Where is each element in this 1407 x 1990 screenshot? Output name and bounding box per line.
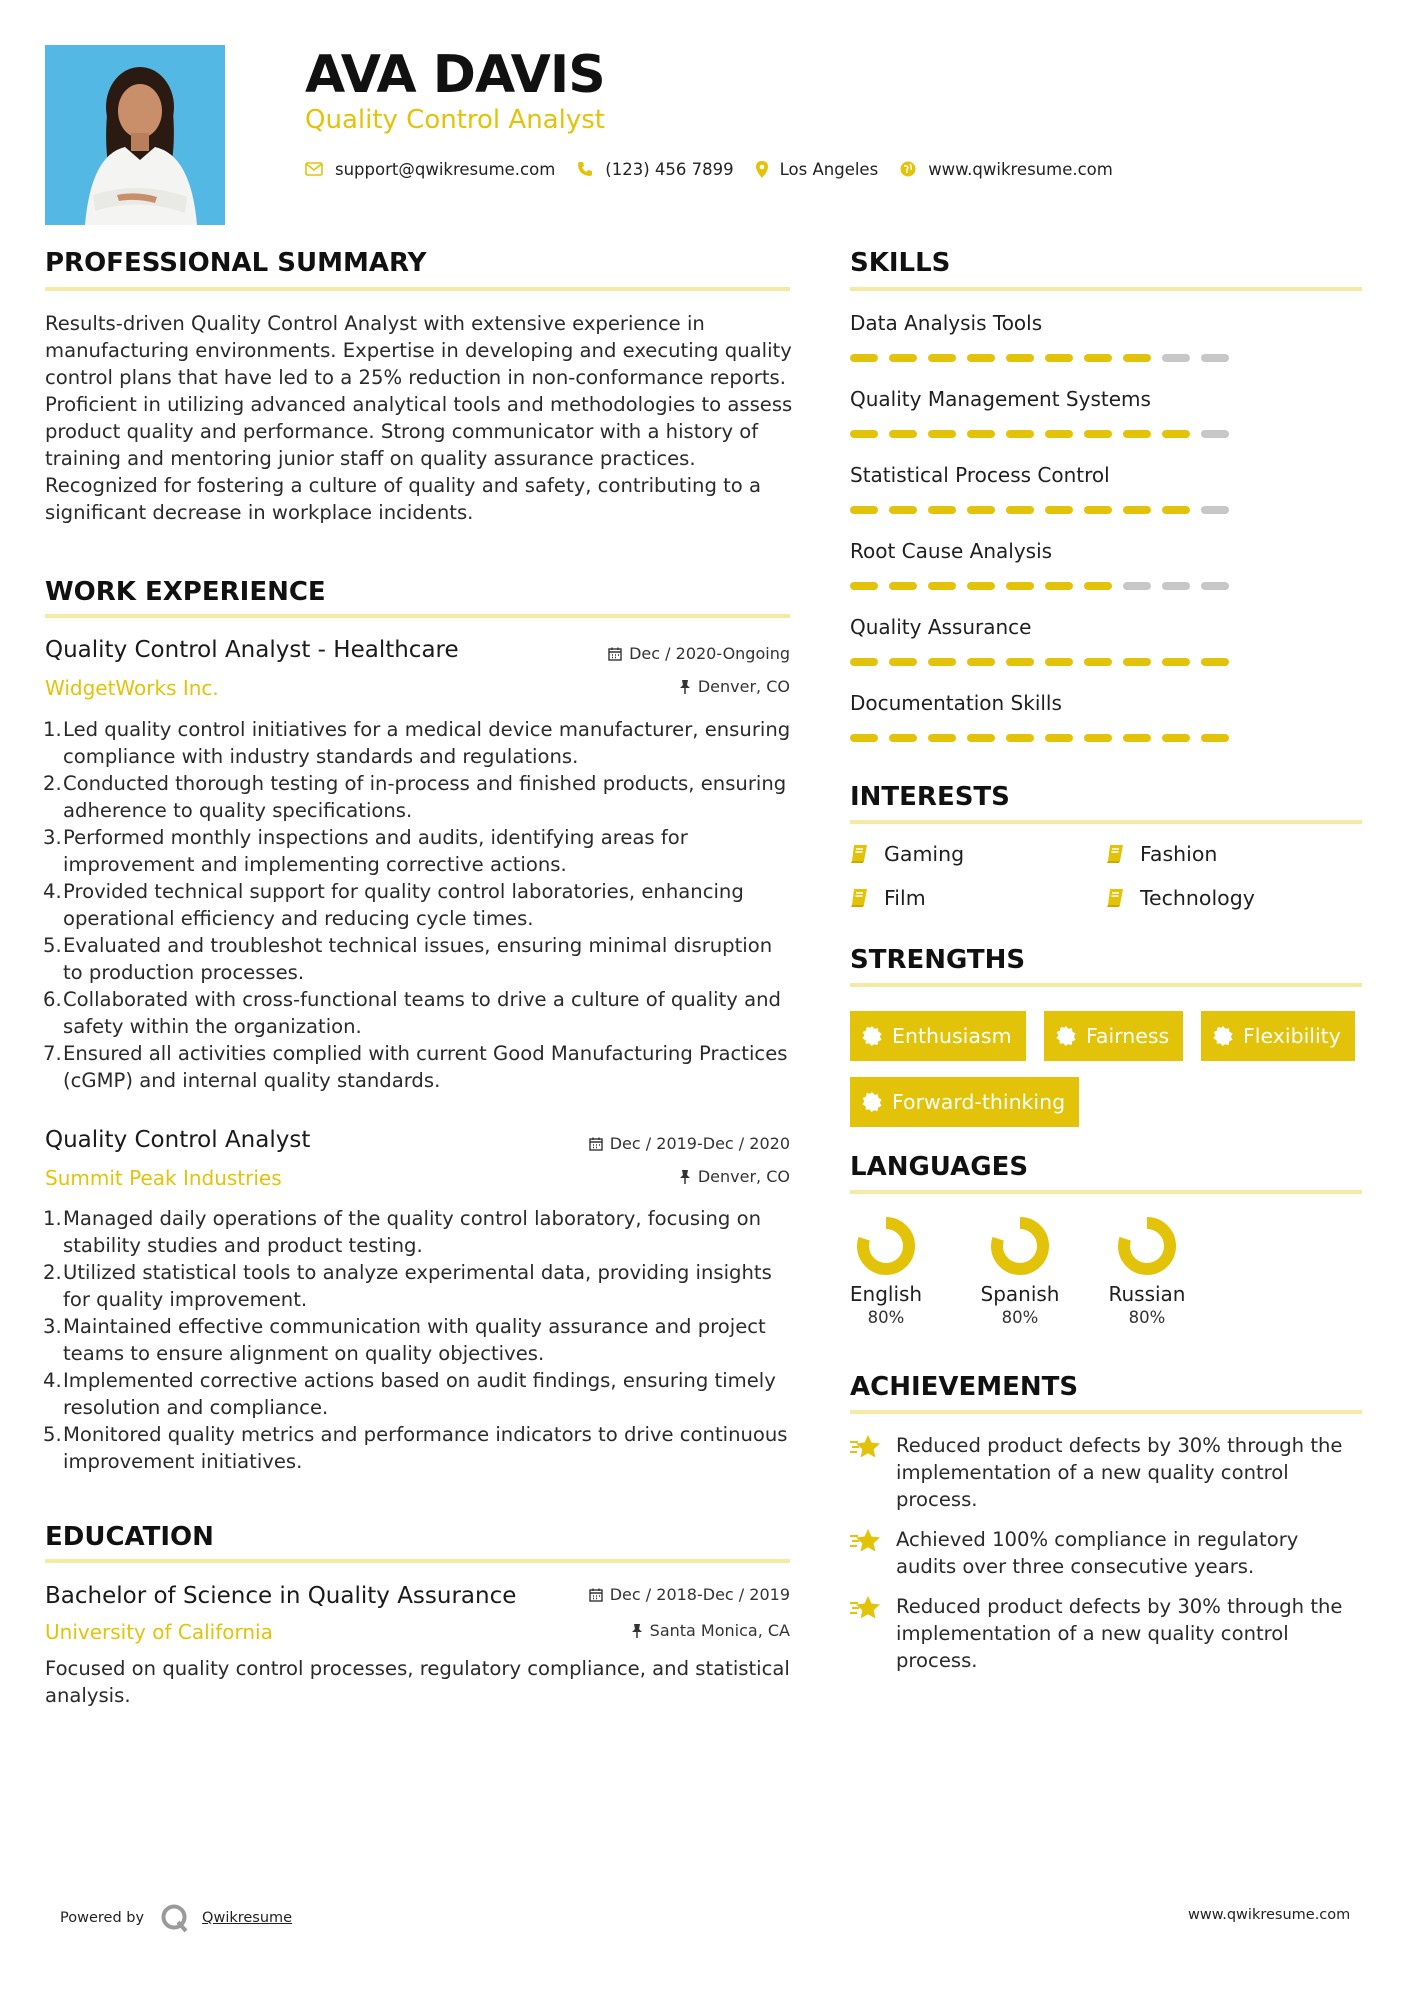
achievement-item [850,1593,1362,1674]
summary-text: Results-driven Quality Control Analyst with extensive experience in manufacturing environments. Expertise in developing and executing quality control plans that have led to a 25% reduction in non-conformance reports. Proficient in utilizing advanced analytical tools and methodologies to assess product quality and performance. Strong communicator with a history of training and mentoring junior staff on quality assurance practices. Recognized for fostering a culture of quality and safety, contributing to a significant decrease in workplace incidents. [45,312,793,524]
job-responsibilities [45,1205,795,1475]
list-item: 5. Monitored quality metrics and performance indicators to drive continuous improvement initiatives. [43,1423,788,1473]
contact-location [756,160,879,179]
book-icon [850,888,870,908]
website-text: www.qwikresume.com [928,159,1113,179]
strength-chip [850,1011,1026,1061]
skill-name: Root Cause Analysis [850,539,1053,563]
strength-label: Enthusiasm [892,1024,1012,1048]
job-dates-text: Dec / 2020-Ongoing [629,644,790,663]
skill-dash-filled [1162,734,1190,742]
skill-dash-filled [889,430,917,438]
star-icon [850,1595,882,1621]
powered-by-label: Powered by [60,1910,145,1926]
experience-heading: WORK EXPERIENCE [45,577,326,607]
job-dates [490,1134,790,1154]
strength-chip [1044,1011,1183,1061]
skill-dash-filled [967,354,995,362]
achievement-text: Achieved 100% compliance in regulatory audits over three consecutive years. [896,1528,1299,1578]
languages-divider [850,1190,1362,1194]
degree-title: Bachelor of Science in Quality Assurance [45,1583,517,1609]
education-location-text: Santa Monica, CA [649,1621,790,1640]
language-name: English [849,1282,923,1306]
list-item: 4. Implemented corrective actions based on audit findings, ensuring timely resolution and compliance. [43,1369,776,1419]
skill-dash-filled [928,582,956,590]
skill-dash-filled [1162,658,1190,666]
job-location [490,1167,790,1187]
profile-photo [45,45,225,225]
phone-text: (123) 456 7899 [605,159,734,179]
skills-divider [850,287,1362,291]
skill-dash-filled [1162,506,1190,514]
strength-label: Flexibility [1243,1024,1341,1048]
interest-item [1106,886,1255,910]
skill-dash-filled [1006,506,1034,514]
achievement-text: Reduced product defects by 30% through the implementation of a new quality control process. [896,1434,1343,1511]
skill-dash-empty [1162,582,1190,590]
interest-item [1106,842,1217,866]
interests-heading: INTERESTS [850,782,1010,812]
skill-row [850,462,1350,538]
badge-icon [862,1092,882,1112]
list-item: 3. Performed monthly inspections and audits, identifying areas for improvement and implementing corrective actions. [43,826,688,876]
list-item: 5. Evaluated and troubleshot technical issues, ensuring minimal disruption to production processes. [43,934,773,984]
language-item [970,1215,1070,1329]
skill-dash-filled [1123,734,1151,742]
education-description: Focused on quality control processes, regulatory compliance, and statistical analysis. [45,1657,790,1707]
summary-heading: PROFESSIONAL SUMMARY [45,248,427,278]
interest-label: Technology [1140,886,1255,910]
phone-icon [577,161,593,177]
skill-level-meter [850,582,1350,590]
skill-dash-empty [1201,354,1229,362]
skill-level-meter [850,734,1350,742]
skill-level-meter [850,506,1350,514]
job-title: Quality Control Analyst [45,1127,311,1153]
skill-dash-filled [1201,734,1229,742]
skill-name: Quality Management Systems [850,387,1151,411]
achievement-item [850,1526,1362,1580]
skill-dash-filled [850,506,878,514]
skill-dash-filled [889,658,917,666]
envelope-icon [305,162,323,176]
skill-dash-filled [1045,430,1073,438]
languages-heading: LANGUAGES [850,1152,1029,1182]
skill-dash-filled [967,734,995,742]
skill-dash-filled [1162,430,1190,438]
list-item: 7. Ensured all activities complied with current Good Manufacturing Practices (cGMP) and internal quality standards. [43,1042,788,1092]
job-location [490,677,790,697]
language-item [1097,1215,1197,1329]
skill-dash-filled [928,734,956,742]
job-responsibilities [45,716,795,1094]
skill-dash-filled [1084,506,1112,514]
skill-dash-empty [1201,430,1229,438]
skill-name: Documentation Skills [850,691,1062,715]
job-dates-text: Dec / 2019-Dec / 2020 [609,1134,790,1153]
skill-dash-filled [967,582,995,590]
interests-divider [850,820,1362,824]
strengths-heading: STRENGTHS [850,945,1026,975]
strength-chip [1201,1011,1355,1061]
calendar-icon [589,1588,603,1602]
skill-dash-filled [1045,506,1073,514]
skill-dash-filled [889,506,917,514]
contact-phone[interactable] [577,160,733,179]
skill-dash-filled [889,354,917,362]
language-level: 80% [867,1308,905,1327]
skill-dash-filled [967,506,995,514]
star-icon [850,1528,882,1554]
skill-dash-filled [1201,658,1229,666]
list-item: 1. Led quality control initiatives for a medical device manufacturer, ensuring compliance with industry standards and regulations. [43,718,791,768]
badge-icon [862,1026,882,1046]
skill-dash-filled [850,430,878,438]
skill-dash-filled [967,430,995,438]
skill-dash-empty [1123,582,1151,590]
badge-icon [1056,1026,1076,1046]
list-item: 3. Maintained effective communication with quality assurance and project teams to ensure alignment on quality objectives. [43,1315,766,1365]
globe-icon [900,161,916,177]
skill-level-meter [850,430,1350,438]
skill-dash-filled [1084,582,1112,590]
interest-item [850,886,926,910]
skill-dash-filled [850,354,878,362]
company-name: Summit Peak Industries [45,1166,282,1190]
location-text: Los Angeles [779,159,879,179]
interest-label: Film [884,886,926,910]
skill-dash-filled [1123,506,1151,514]
skill-dash-filled [1084,430,1112,438]
education-dates-text: Dec / 2018-Dec / 2019 [609,1585,790,1604]
experience-divider [45,614,790,618]
skill-dash-empty [1201,582,1229,590]
footer-branding [60,1903,292,1933]
skill-dash-empty [1201,506,1229,514]
contact-website[interactable] [900,160,1113,179]
strength-label: Fairness [1086,1024,1170,1048]
skill-row [850,310,1350,386]
skill-level-meter [850,658,1350,666]
education-heading: EDUCATION [45,1522,214,1552]
skill-dash-filled [1084,734,1112,742]
language-name: Russian [1108,1282,1186,1306]
list-item: 1. Managed daily operations of the quality control laboratory, focusing on stability studies and product testing. [43,1207,761,1257]
achievements-heading: ACHIEVEMENTS [850,1372,1079,1402]
skill-dash-filled [850,658,878,666]
footer-website[interactable]: www.qwikresume.com [1188,1907,1351,1923]
pushpin-icon [679,1170,691,1184]
pushpin-icon [631,1624,643,1638]
skill-dash-filled [850,734,878,742]
list-item: 2. Utilized statistical tools to analyze experimental data, providing insights for quality improvement. [43,1261,772,1311]
calendar-icon [589,1137,603,1151]
job-location-text: Denver, CO [697,677,790,696]
skill-row [850,690,1350,766]
email-text: support@qwikresume.com [335,159,556,179]
skill-row [850,538,1350,614]
skill-row [850,386,1350,462]
book-icon [1106,888,1126,908]
skill-row [850,614,1350,690]
skill-dash-filled [1006,734,1034,742]
skill-dash-filled [889,582,917,590]
school-name: University of California [45,1620,273,1644]
education-dates [490,1585,790,1605]
map-pin-icon [756,161,768,178]
skill-dash-filled [1006,354,1034,362]
summary-divider [45,287,790,291]
skill-dash-filled [928,658,956,666]
book-icon [850,844,870,864]
skill-dash-filled [1006,582,1034,590]
language-item [836,1215,936,1329]
calendar-icon [608,647,622,661]
language-name: Spanish [980,1282,1060,1306]
star-icon [850,1434,882,1460]
skill-name: Quality Assurance [850,615,1032,639]
skill-dash-filled [1006,430,1034,438]
education-location [490,1621,790,1641]
interest-label: Fashion [1140,842,1218,866]
skill-dash-filled [1045,734,1073,742]
skill-dash-filled [1084,354,1112,362]
contact-bar [305,158,1135,180]
language-progress-ring [1116,1215,1178,1277]
language-level: 80% [1001,1308,1039,1327]
achievement-text: Reduced product defects by 30% through the implementation of a new quality control process. [896,1595,1343,1672]
skill-dash-filled [967,658,995,666]
job-dates [490,644,790,664]
interest-label: Gaming [884,842,965,866]
qwikresume-logo-icon [160,1903,190,1933]
skills-list [850,310,1350,766]
strength-label: Forward-thinking [892,1090,1066,1114]
skill-dash-filled [1084,658,1112,666]
skill-dash-empty [1162,354,1190,362]
skill-dash-filled [1123,430,1151,438]
skill-dash-filled [1045,582,1073,590]
skill-dash-filled [1045,658,1073,666]
skill-dash-filled [889,734,917,742]
skill-dash-filled [928,430,956,438]
skill-name: Data Analysis Tools [850,311,1043,335]
book-icon [1106,844,1126,864]
skill-dash-filled [1123,658,1151,666]
skill-level-meter [850,354,1350,362]
achievement-item [850,1432,1362,1513]
candidate-name: AVA DAVIS [305,45,605,105]
skill-dash-filled [850,582,878,590]
badge-icon [1213,1026,1233,1046]
brand-link[interactable]: Qwikresume [202,1910,293,1926]
company-name: WidgetWorks Inc. [45,676,219,700]
strengths-divider [850,983,1362,987]
job-location-text: Denver, CO [697,1167,790,1186]
skill-dash-filled [1123,354,1151,362]
interest-item [850,842,964,866]
strength-chip [850,1077,1079,1127]
skill-dash-filled [928,354,956,362]
language-progress-ring [989,1215,1051,1277]
language-progress-ring [855,1215,917,1277]
skill-dash-filled [1045,354,1073,362]
skill-name: Statistical Process Control [850,463,1110,487]
candidate-title: Quality Control Analyst [305,105,605,135]
contact-email[interactable] [305,160,555,179]
list-item: 4. Provided technical support for quality control laboratories, enhancing operational efficiency and reducing cycle times. [43,880,744,930]
education-divider [45,1559,790,1563]
list-item: 2. Conducted thorough testing of in-process and finished products, ensuring adherence to quality specifications. [43,772,787,822]
list-item: 6. Collaborated with cross-functional teams to drive a culture of quality and safety within the organization. [43,988,781,1038]
pushpin-icon [679,680,691,694]
skill-dash-filled [928,506,956,514]
language-level: 80% [1128,1308,1166,1327]
job-title: Quality Control Analyst - Healthcare [45,637,459,663]
skill-dash-filled [1006,658,1034,666]
achievements-divider [850,1410,1362,1414]
skills-heading: SKILLS [850,248,951,278]
